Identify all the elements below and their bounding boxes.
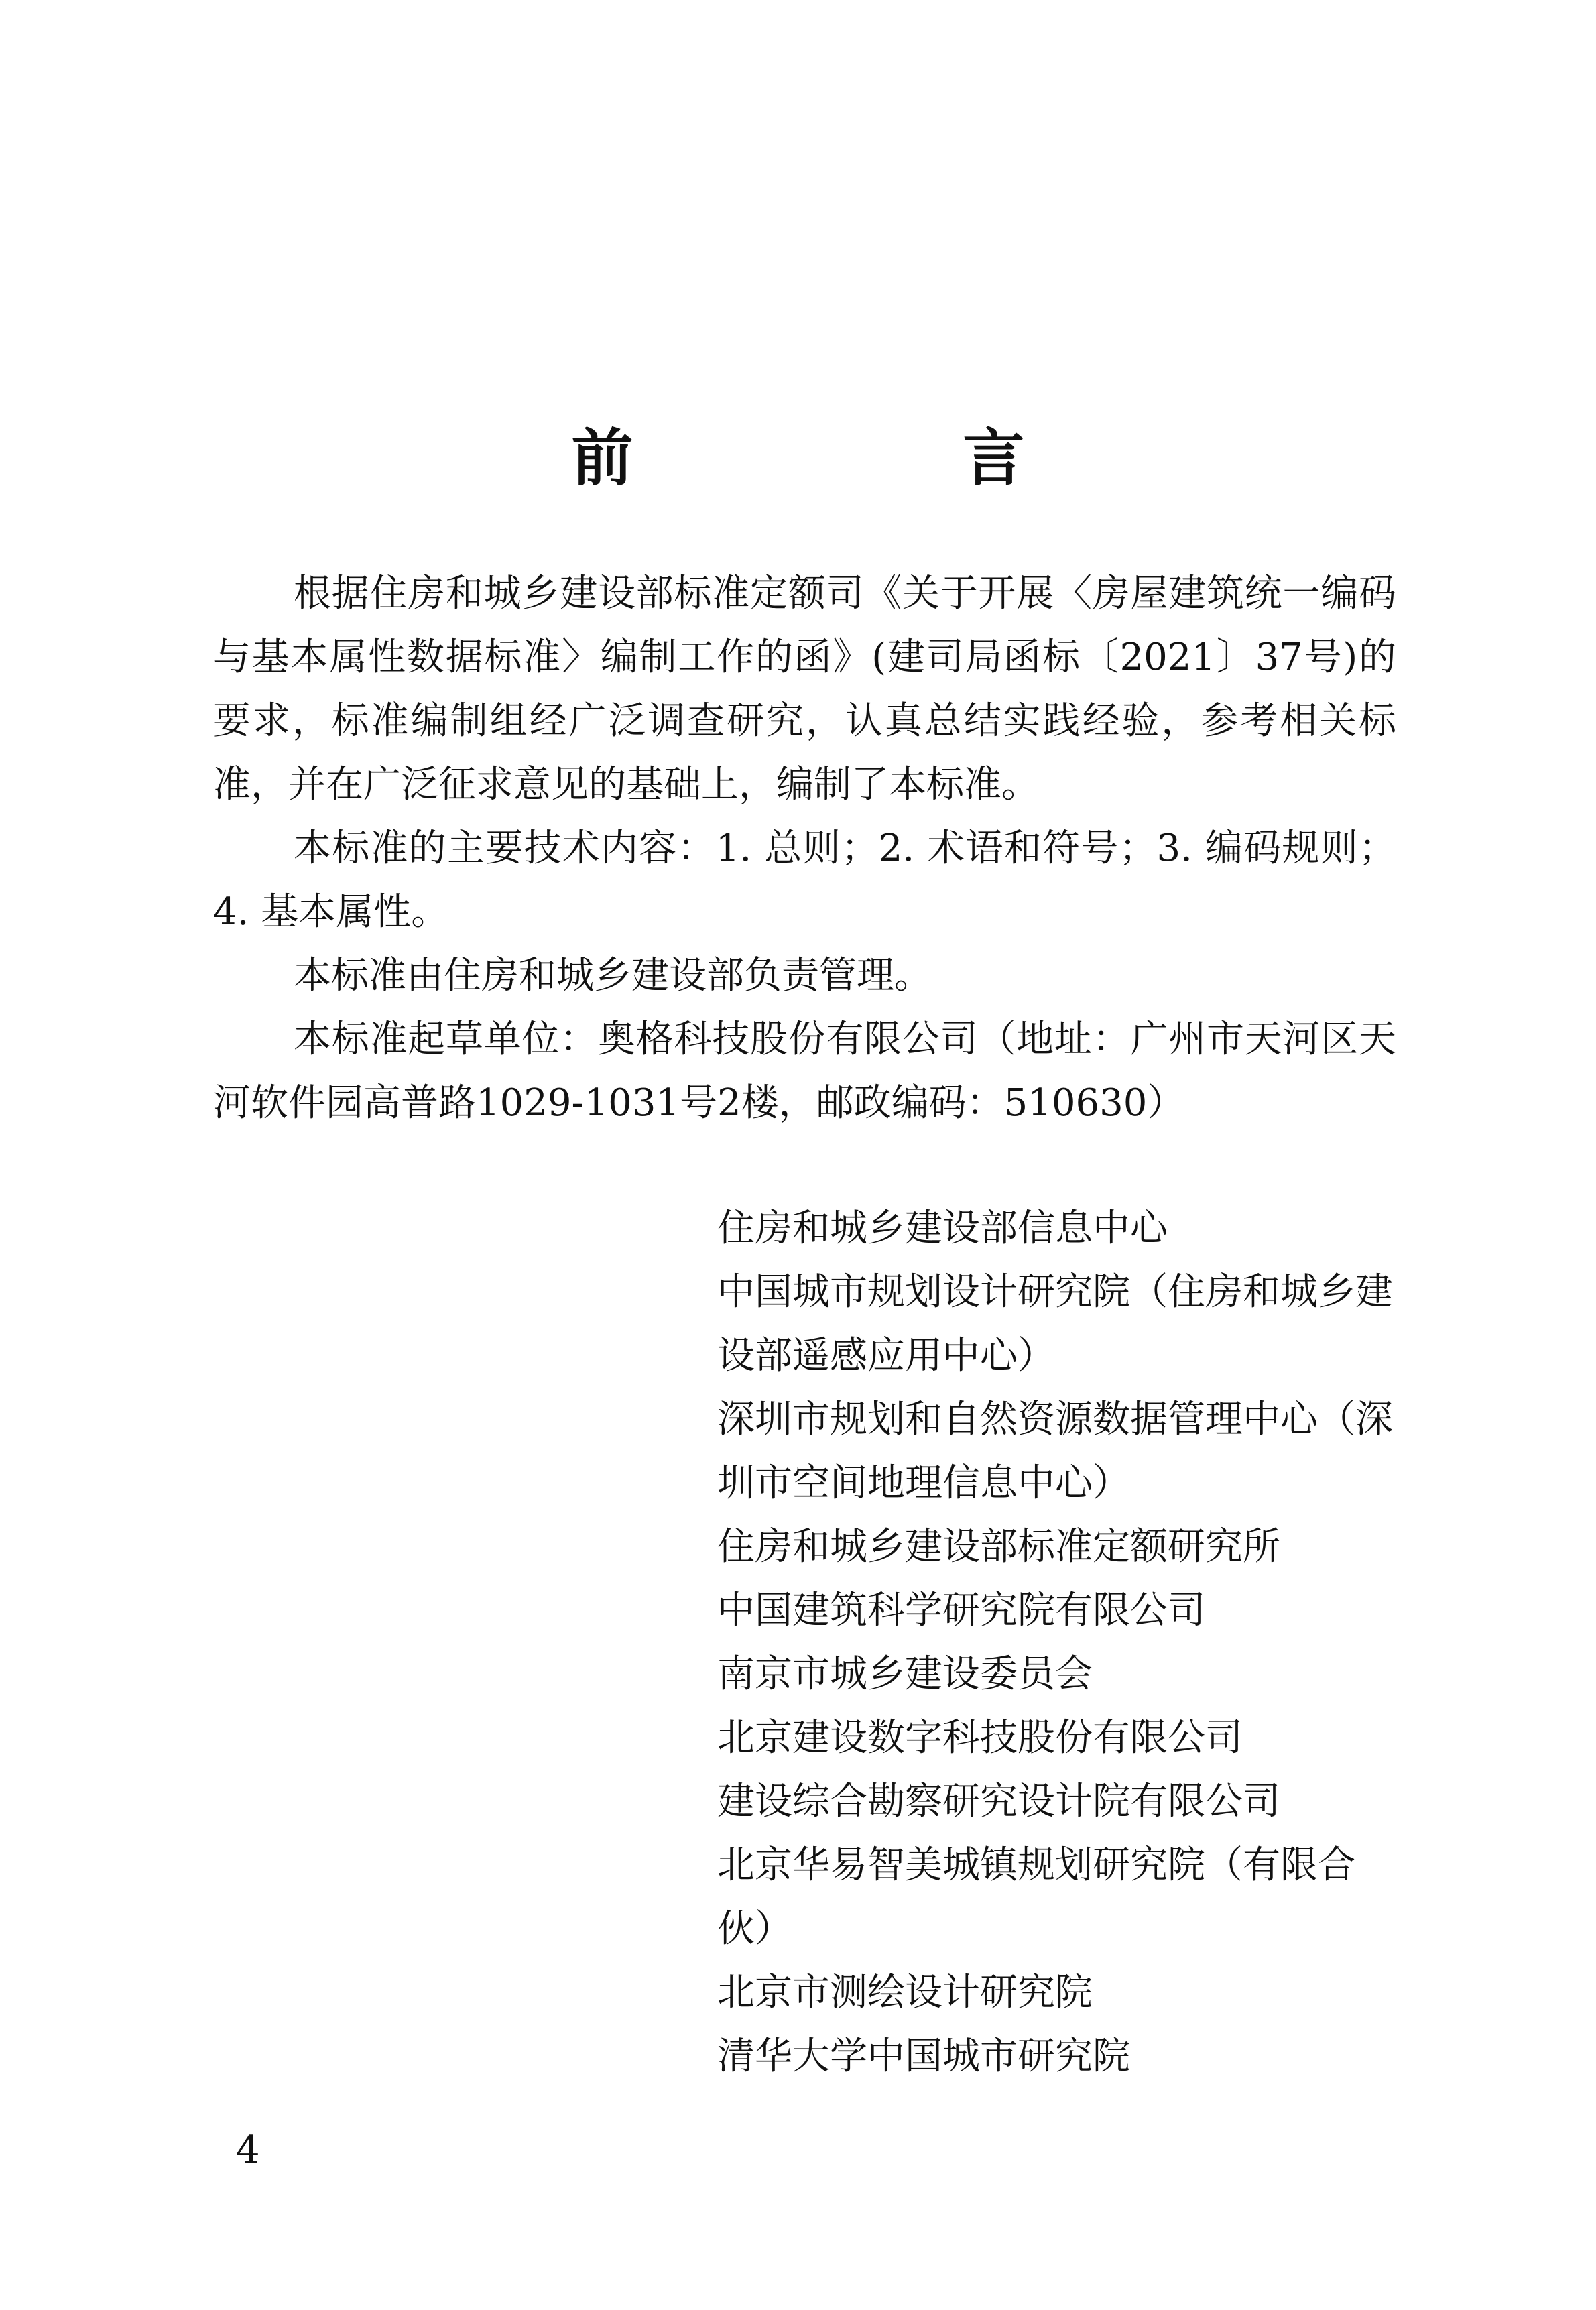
page-title: 前 言	[571, 421, 1159, 494]
organization-item: 北京建设数字科技股份有限公司	[717, 1716, 1243, 1760]
paragraph-background: 根据住房和城乡建设部标准定额司《关于开展〈房屋建筑统一编码与基本属性数据标准〉编制工作的函》(建司局函标〔2021〕37号)的要求，标准编制组经广泛调查研究，认真总结实践经验，参考相关标准，并在广泛征求意见的基础上，编制了本标准。	[213, 572, 1396, 806]
organization-item: 清华大学中国城市研究院	[717, 2034, 1130, 2078]
organization-item: 南京市城乡建设委员会	[717, 1652, 1093, 1696]
page-number: 4	[236, 2128, 260, 2172]
organization-item: 深圳市规划和自然资源数据管理中心（深圳市空间地理信息中心）	[717, 1398, 1393, 1505]
organization-item: 住房和城乡建设部信息中心	[717, 1207, 1168, 1250]
organization-item: 中国城市规划设计研究院（住房和城乡建设部遥感应用中心）	[717, 1270, 1393, 1378]
paragraph-drafting-unit: 本标准起草单位：奥格科技股份有限公司（地址：广州市天河区天河软件园高普路1029-1031号2楼，邮政编码：510630）	[213, 1018, 1396, 1125]
organization-item: 住房和城乡建设部标准定额研究所	[717, 1525, 1280, 1569]
organization-item: 北京市测绘设计研究院	[717, 1971, 1093, 2014]
participating-organizations-list	[717, 1197, 1398, 2088]
paragraph-technical-content: 本标准的主要技术内容：1. 总则；2. 术语和符号；3. 编码规则；4. 基本属性。	[213, 827, 1396, 934]
paragraph-management: 本标准由住房和城乡建设部负责管理。	[294, 954, 932, 997]
organization-item: 中国建筑科学研究院有限公司	[717, 1589, 1205, 1632]
organization-item: 建设综合勘察研究设计院有限公司	[717, 1780, 1280, 1823]
organization-item: 北京华易智美城镇规划研究院（有限合伙）	[717, 1843, 1355, 1951]
preface-body	[213, 562, 1396, 1135]
